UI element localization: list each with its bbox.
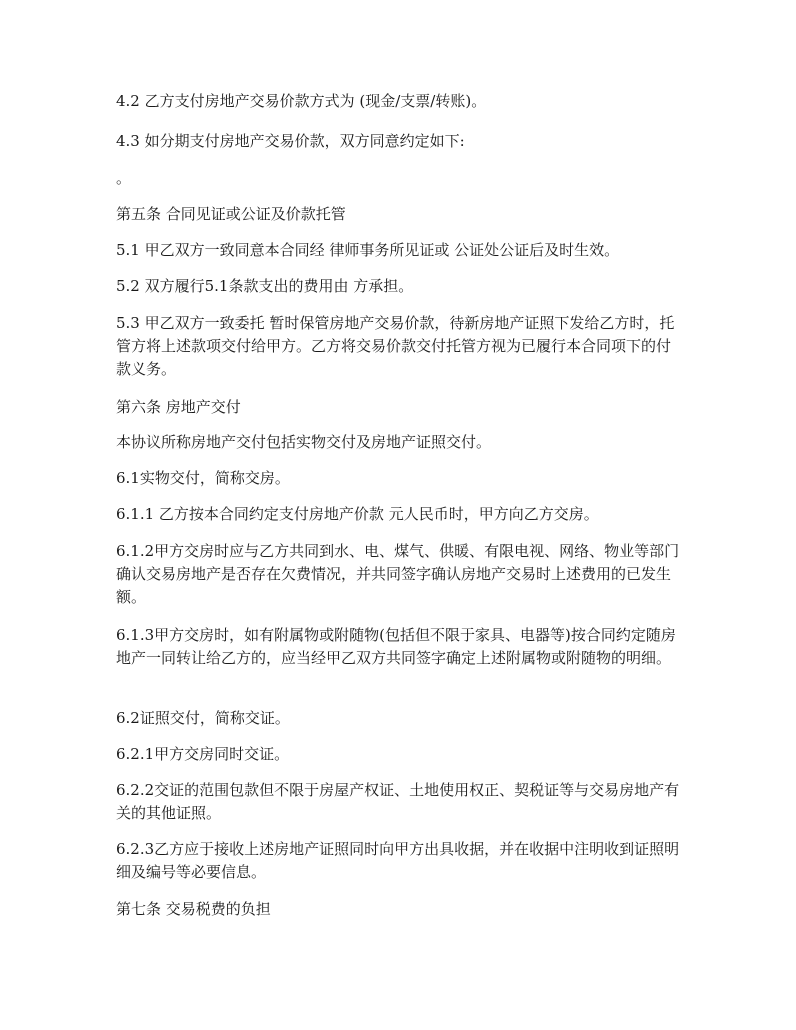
article-5-heading: 第五条 合同见证或公证及价款托管 [116, 205, 346, 223]
clause-5-2: 5.2 双方履行5.1条款支出的费用由 方承担。 [116, 277, 414, 295]
clause-6-2: 6.2证照交付，简称交证。 [116, 709, 290, 727]
article-6-intro: 本协议所称房地产交付包括实物交付及房地产证照交付。 [116, 433, 492, 451]
blank-line-period: 。 [116, 169, 132, 187]
clause-6-2-3: 6.2.3乙方应于接收上述房地产证照同时向甲方出具收据，并在收据中注明收到证照明细及编号等必要信息。 [116, 840, 680, 881]
clause-6-1-3: 6.1.3甲方交房时，如有附属物或附随物(包括但不限于家具、电器等)按合同约定随房地产一同转让给乙方的，应当经甲乙双方共同签字确定上述附属物或附随物的明细。 [116, 626, 676, 667]
clause-6-1-1: 6.1.1 乙方按本合同约定支付房地产价款 元人民币时，甲方向乙方交房。 [116, 505, 599, 523]
article-7-heading: 第七条 交易税费的负担 [116, 900, 271, 918]
clause-5-1: 5.1 甲乙双方一致同意本合同经 律师事务所见证或 公证处公证后及时生效。 [116, 241, 620, 259]
clause-6-1-2: 6.1.2甲方交房时应与乙方共同到水、电、煤气、供暖、有限电视、网络、物业等部门确认交易房地产是否存在欠费情况，并共同签字确认房地产交易时上述费用的已发生额。 [116, 542, 680, 606]
clause-4-3: 4.3 如分期支付房地产交易价款，双方同意约定如下: [116, 132, 465, 150]
clause-5-3: 5.3 甲乙双方一致委托 暂时保管房地产交易价款，待新房地产证照下发给乙方时，托管方将上述款项交付给甲方。乙方将交易价款交付托管方视为已履行本合同项下的付款义务。 [116, 314, 675, 378]
clause-6-1: 6.1实物交付，简称交房。 [116, 469, 290, 487]
clause-4-2: 4.2 乙方支付房地产交易价款方式为 (现金/支票/转账)。 [116, 92, 487, 110]
clause-6-2-2: 6.2.2交证的范围包款但不限于房屋产权证、土地使用权正、契税证等与交易房地产有关的其他证照。 [116, 781, 680, 822]
article-6-heading: 第六条 房地产交付 [116, 398, 241, 416]
clause-6-2-1: 6.2.1甲方交房同时交证。 [116, 745, 290, 763]
